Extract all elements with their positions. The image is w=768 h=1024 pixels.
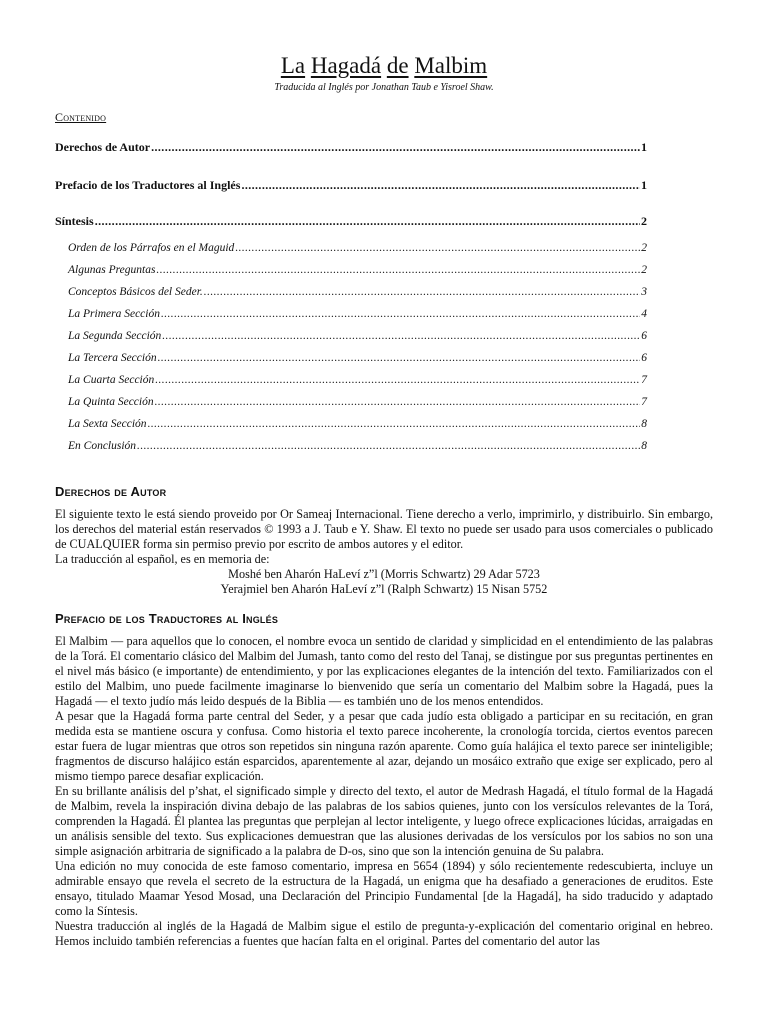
toc-leader-dots bbox=[151, 140, 640, 155]
toc-entry-page: 7 bbox=[641, 396, 647, 408]
section-body-derechos bbox=[55, 507, 713, 597]
toc-leader-dots bbox=[155, 374, 640, 386]
paragraph: Nuestra traducción al inglés de la Hagadá de Malbim sigue el estilo de pregunta-y-explicación del comentario original en hebreo. Hemos incluido también referencias a fuentes que hacían falta en el original. Partes del comentario del autor las bbox=[55, 919, 713, 948]
section-heading-prefacio: Prefacio de los Traductores al Inglés bbox=[55, 611, 279, 626]
toc-entry[interactable] bbox=[55, 214, 647, 229]
toc-leader-dots bbox=[137, 440, 640, 452]
toc-entry-page: 7 bbox=[641, 374, 647, 386]
toc-subentry[interactable] bbox=[68, 396, 647, 408]
toc-entry-label: La Primera Sección bbox=[68, 308, 160, 320]
toc-leader-dots bbox=[158, 352, 641, 364]
section-body-prefacio bbox=[55, 634, 713, 949]
toc-subentry[interactable] bbox=[68, 352, 647, 364]
toc-entry-label: En Conclusión bbox=[68, 440, 137, 452]
memorial-line: Moshé ben Aharón HaLeví z”l (Morris Schwartz) 29 Adar 5723 bbox=[228, 567, 540, 581]
paragraph: En su brillante análisis del p’shat, el significado simple y directo del texto, el autor de Medrash Hagadá, el título formal de la Hagadá de Malbim, revela la inspiración divina debajo de las palabras de los sabios quienes, junto con los versículos relevantes de la Torá, comprenden la Hagadá. Él plantea las preguntas que perplejan al lector inteligente, y luego ofrece explicaciones lúcidas, arraigadas en un análisis sensible del texto. Sus explicaciones demuestran que las alusiones derivadas de los versículos por los sabios no son una simple asignación arbitraria de significado a la palabra de D-os, sino que son la intención genuina de Su palabra. bbox=[55, 784, 713, 858]
toc-leader-dots bbox=[204, 286, 640, 298]
toc-subentry[interactable] bbox=[68, 440, 647, 452]
title-word: La bbox=[280, 53, 306, 78]
toc-subentry[interactable] bbox=[68, 264, 647, 276]
toc-entry-page: 2 bbox=[641, 264, 647, 276]
toc-subentry[interactable] bbox=[68, 308, 647, 320]
toc-entry-label: Prefacio de los Traductores al Inglés bbox=[55, 178, 241, 192]
toc-leader-dots bbox=[95, 214, 640, 229]
toc-subentry[interactable] bbox=[68, 286, 647, 298]
document-title bbox=[0, 52, 768, 80]
memorial-line: Yerajmiel ben Aharón HaLeví z”l (Ralph Schwartz) 15 Nisan 5752 bbox=[220, 582, 548, 596]
toc-entry-page: 8 bbox=[641, 418, 647, 430]
title-word: Hagadá bbox=[310, 53, 382, 78]
paragraph: A pesar que la Hagadá forma parte central del Seder, y a pesar que cada judío esta obligado a participar en su recitación, en gran medida esta se mantiene oscura y confusa. Como historia el texto parece incoherente, la cronología torcida, ciertos eventos parecen estar fuera de lugar mientras que otros son repetidos sin ninguna razón aparente. Como guía halájica el texto parece ser ininteligible; fragmentos de discurso halájico están esparcidos, aparentemente al azar, dejando un mosáico extraño que exige ser explicado, pero al mismo tiempo parece desafiar explicación. bbox=[55, 709, 713, 783]
toc-entry-label: La Quinta Sección bbox=[68, 396, 154, 408]
paragraph: El Malbim — para aquellos que lo conocen, el nombre evoca un sentido de claridad y simplicidad en el entendimiento de las palabras de la Torá. El comentario clásico del Malbim del Jumash, tanto como del resto del Tanaj, se distingue por sus preguntas pertinentes en el nivel más básico (e importante) de entendimiento, y por las explicaciones elegantes de la intención del texto. Familiarizados con el estilo del Malbim, uno puede facilmente imaginarse lo bienvenido que sería un comentario del Malbim sobre la Hagadá, pues la Hagadá — el texto judío más leido después de la Biblia — es también uno de los menos entendidos. bbox=[55, 634, 713, 708]
paragraph: La traducción al español, es en memoria de: bbox=[55, 552, 270, 566]
toc-entry-page: 6 bbox=[641, 330, 647, 342]
toc-entry-label: Síntesis bbox=[55, 214, 94, 228]
toc-entry-page: 2 bbox=[641, 242, 647, 254]
toc-leader-dots bbox=[241, 178, 640, 193]
toc-leader-dots bbox=[235, 242, 640, 254]
paragraph: Una edición no muy conocida de este famoso comentario, impresa en 5654 (1894) y sólo recientemente redescubierta, incluye un admirable ensayo que revela el secreto de la estructura de la Hagadá, un enigma que ha desafiado a generaciones de eruditos. Este ensayo, titulado Maamar Yesod Mosad, una Declaración del Principio Fundamental [de la Hagadá], ha sido traducido y adaptado como la Síntesis. bbox=[55, 859, 713, 918]
toc-entry-label: Orden de los Párrafos en el Maguid bbox=[68, 242, 235, 254]
document-subtitle: Traducida al Inglés por Jonathan Taub e Yisroel Shaw. bbox=[274, 82, 494, 93]
toc-subentry[interactable] bbox=[68, 374, 647, 386]
toc-entry-page: 4 bbox=[641, 308, 647, 320]
toc-subentry[interactable] bbox=[68, 242, 647, 254]
toc-entry-label: La Segunda Sección bbox=[68, 330, 162, 342]
toc-leader-dots bbox=[156, 264, 640, 276]
toc-entry-label: Conceptos Básicos del Seder. bbox=[68, 286, 203, 298]
toc-entry-label: La Sexta Sección bbox=[68, 418, 147, 430]
toc-heading: Contenido bbox=[55, 110, 107, 124]
toc-entry-page: 1 bbox=[641, 178, 647, 192]
toc-entry[interactable] bbox=[55, 178, 647, 193]
toc-entry-page: 8 bbox=[641, 440, 647, 452]
toc-subentry[interactable] bbox=[68, 418, 647, 430]
toc-leader-dots bbox=[155, 396, 641, 408]
title-word: Malbim bbox=[414, 53, 488, 78]
title-word: de bbox=[386, 53, 409, 78]
toc-entry-page: 3 bbox=[641, 286, 647, 298]
toc-leader-dots bbox=[148, 418, 641, 430]
section-heading-derechos: Derechos de Autor bbox=[55, 484, 167, 499]
toc-entry-page: 6 bbox=[641, 352, 647, 364]
toc-entry-page: 1 bbox=[641, 140, 647, 154]
toc-leader-dots bbox=[161, 308, 640, 320]
toc-entry-label: Derechos de Autor bbox=[55, 140, 151, 154]
toc-entry-label: Algunas Preguntas bbox=[68, 264, 156, 276]
toc-entry[interactable] bbox=[55, 140, 647, 155]
toc-subentry[interactable] bbox=[68, 330, 647, 342]
toc-leader-dots bbox=[162, 330, 640, 342]
toc-entry-page: 2 bbox=[641, 214, 647, 228]
toc-entry-label: La Tercera Sección bbox=[68, 352, 157, 364]
toc-entry-label: La Cuarta Sección bbox=[68, 374, 155, 386]
paragraph: El siguiente texto le está siendo proveido por Or Sameaj Internacional. Tiene derecho a verlo, imprimirlo, y distribuirlo. Sin embargo, los derechos del material están reservados © 1993 a J. Taub e Y. Shaw. El texto no puede ser usado para usos comerciales o publicado de CUALQUIER forma sin permiso previo por escrito de ambos autores y el editor. bbox=[55, 507, 713, 551]
